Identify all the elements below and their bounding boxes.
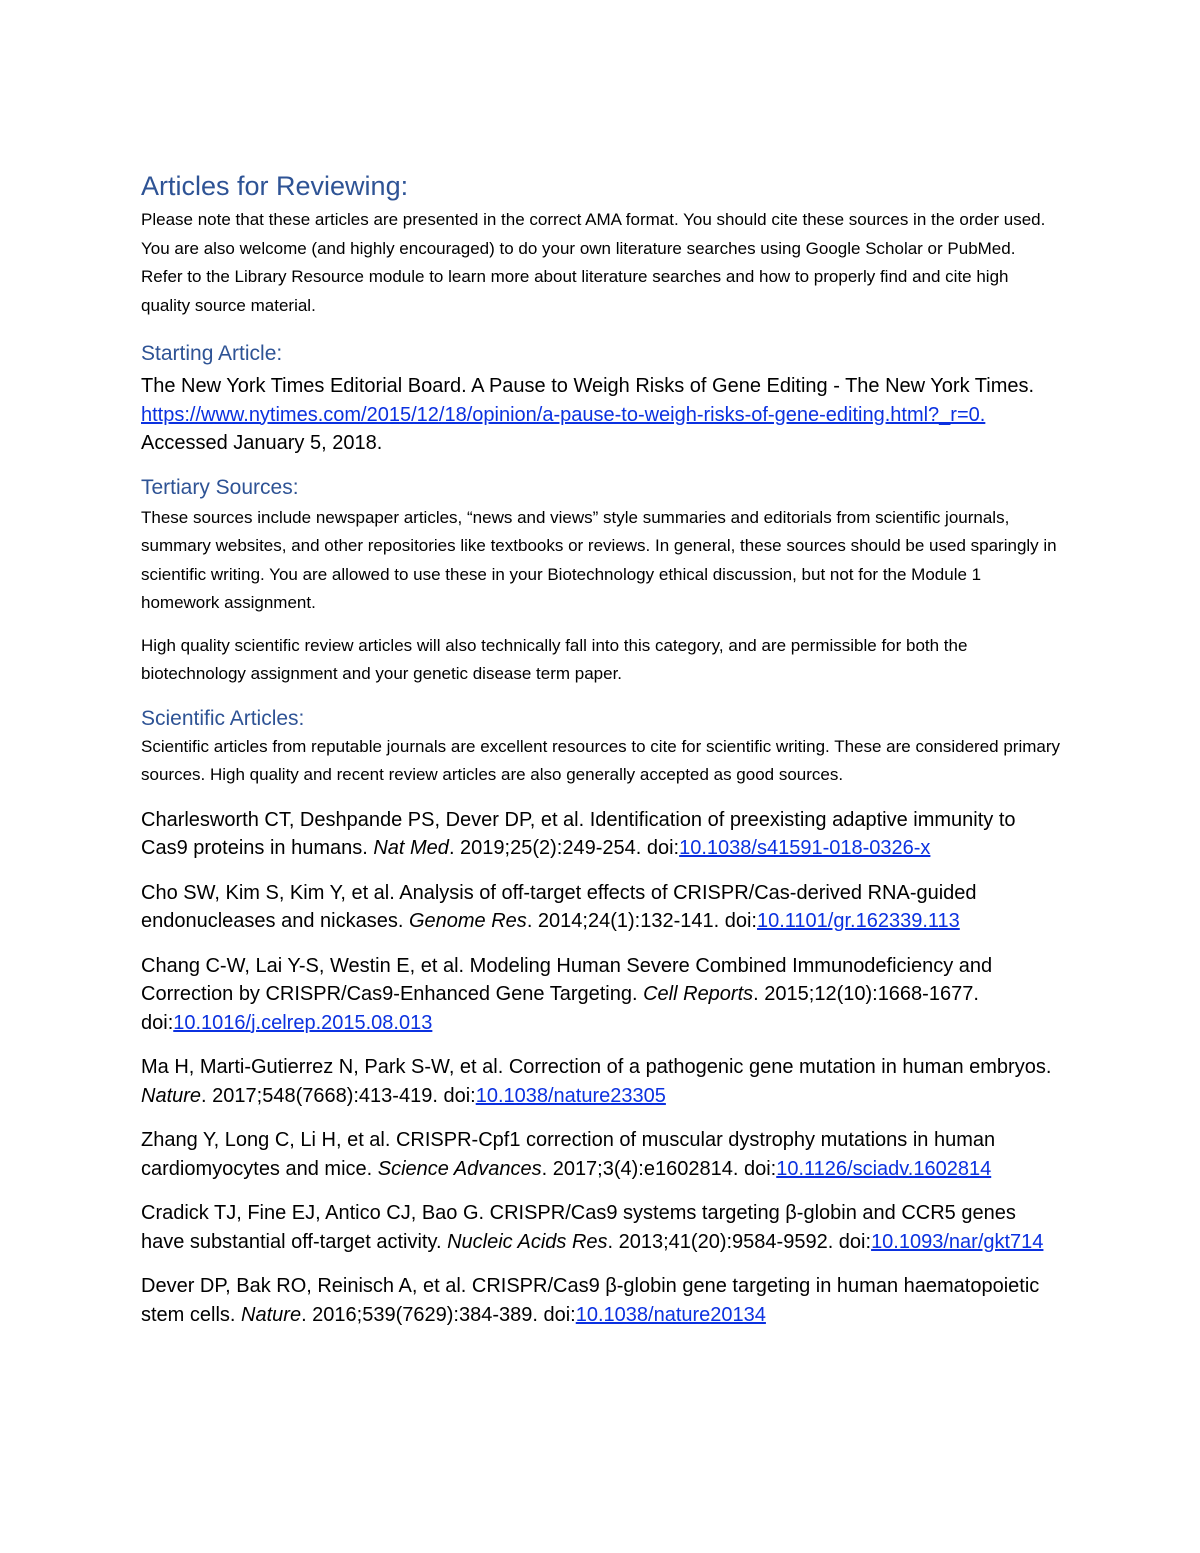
reference-item [141,1272,1061,1329]
reference-details: . 2017;548(7668):413-419. doi: [201,1084,476,1107]
reference-journal: Cell Reports [643,983,754,1005]
reference-authors-title: Chang C-W, Lai Y-S, Westin E, et al. Modeling Human Severe Combined Immunodeficiency and Correction by CRISPR/Cas9-Enhanced Gene Targeting. [141,954,993,1005]
starting-article-accessed: Accessed January 5, 2018. [141,432,383,454]
reference-doi-link[interactable]: 10.1126/sciadv.1602814 [776,1157,992,1180]
tertiary-paragraph-1: These sources include newspaper articles, “news and views” style summaries and editorials from scientific journals, summary websites, and other repositories like textbooks or reviews. In general, these sources should be used sparingly in scientific writing. You are allowed to use these in your Biotechnology ethical discussion, but not for the Module 1 homework assignment. [141,507,1057,612]
reference-journal: Nat Med [373,837,449,859]
starting-article-citation [141,372,1061,458]
reference-details: . 2019;25(2):249-254. doi: [448,837,680,859]
reference-doi-link[interactable]: 10.1038/s41591-018-0326-x [679,837,931,859]
reference-details: . 2017;3(4):e1602814. doi: [541,1157,777,1180]
reference-details: . 2016;539(7629):384-389. doi: [301,1303,576,1326]
reference-journal: Genome Res [408,910,527,932]
reference-authors-title: Zhang Y, Long C, Li H, et al. CRISPR-Cpf1 correction of muscular dystrophy mutations in human cardiomyocytes and mice. [141,1129,996,1180]
starting-article-text: The New York Times Editorial Board. A Pause to Weigh Risks of Gene Editing - The New York Times. [141,375,1035,397]
reference-details: . 2013;41(20):9584-9592. doi: [607,1230,872,1253]
page-title: Articles for Reviewing: [141,171,409,201]
scientific-intro-paragraph: Scientific articles from reputable journals are excellent resources to cite for scientific writing. These are considered primary sources. High quality and recent review articles are also generally accepted as good sources. [141,736,1061,784]
reference-list [141,806,1061,1330]
intro-paragraph: Please note that these articles are presented in the correct AMA format. You should cite these sources in the order used. You are also welcome (and highly encouraged) to do your own literature searches using Google Scholar or PubMed. Refer to the Library Resource module to learn more about literature searches and how to properly find and cite high quality source material. [141,210,1046,315]
reference-item [141,1199,1061,1256]
reference-authors-title: Ma H, Marti-Gutierrez N, Park S-W, et al. Correction of a pathogenic gene mutation in human embryos. [141,1056,1052,1078]
reference-item [141,1053,1061,1110]
reference-authors-title: Cho SW, Kim S, Kim Y, et al. Analysis of off-target effects of CRISPR/Cas-derived RNA-guided endonucleases and nickases. [141,881,977,932]
reference-details: . 2014;24(1):132-141. doi: [526,910,757,932]
reference-item [141,879,1061,936]
reference-item [141,1126,1061,1183]
reference-item [141,806,1061,863]
reference-doi-link[interactable]: 10.1016/j.celrep.2015.08.013 [173,1011,433,1034]
reference-journal: Nature [141,1084,202,1107]
reference-journal: Nucleic Acids Res [447,1230,608,1253]
reference-doi-link[interactable]: 10.1101/gr.162339.113 [756,910,960,932]
tertiary-paragraph-2: High quality scientific review articles will also technically fall into this category, and are permissible for both the biotechnology assignment and your genetic disease term paper. [141,635,968,683]
reference-doi-link[interactable]: 10.1038/nature23305 [475,1084,666,1107]
reference-journal: Nature [241,1303,302,1326]
reference-doi-link[interactable]: 10.1038/nature20134 [575,1303,766,1326]
reference-authors-title: Dever DP, Bak RO, Reinisch A, et al. CRISPR/Cas9 β-globin gene targeting in human haematopoietic stem cells. [141,1275,1040,1326]
starting-article-heading: Starting Article: [141,342,283,365]
reference-details: . 2015;12(10):1668-1677. doi: [141,983,979,1034]
reference-doi-link[interactable]: 10.1093/nar/gkt714 [871,1230,1044,1253]
tertiary-sources-heading: Tertiary Sources: [141,475,299,499]
reference-item [141,952,1061,1038]
reference-authors-title: Charlesworth CT, Deshpande PS, Dever DP, et al. Identification of preexisting adaptive immunity to Cas9 proteins in humans. [141,808,1016,859]
scientific-articles-heading: Scientific Articles: [141,706,305,730]
document-page [141,168,1061,1329]
starting-article-link[interactable]: https://www.nytimes.com/2015/12/18/opinion/a-pause-to-weigh-risks-of-gene-editing.html?_r=0. [141,403,986,426]
reference-authors-title: Cradick TJ, Fine EJ, Antico CJ, Bao G. CRISPR/Cas9 systems targeting β-globin and CCR5 genes have substantial off-target activity. [141,1202,1016,1253]
reference-journal: Science Advances [377,1157,542,1180]
